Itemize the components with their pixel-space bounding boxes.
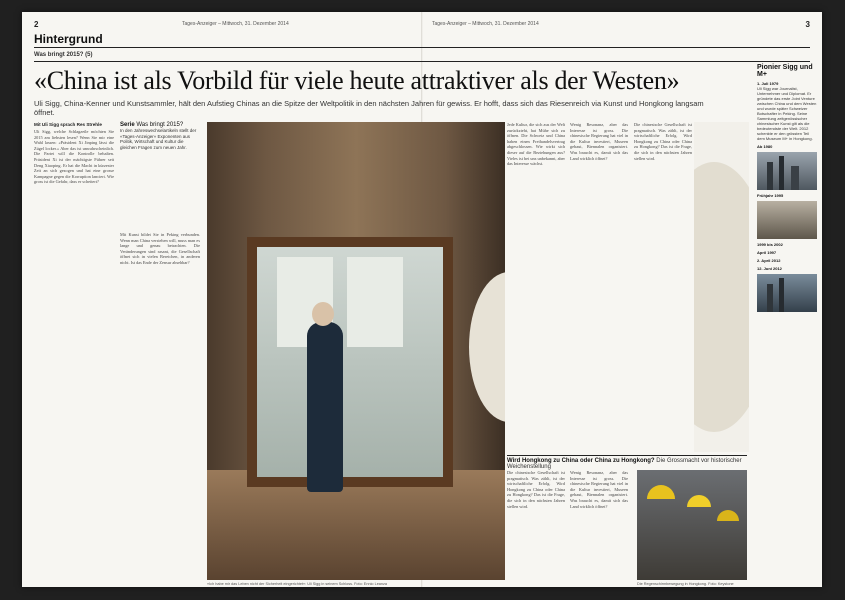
umbrella [687, 495, 711, 507]
umbrella [717, 510, 739, 521]
tower [779, 278, 784, 312]
kicker [34, 52, 92, 58]
sidebar-date: April 1997 [757, 250, 777, 255]
column-1-text: Uli Sigg, welche Schlagzeile möchten Sie 2015 am liebsten lesen? Wenn Sie mir eine Wahl lassen: «Präsident Xi Jinping lässt die Zügel locker.» Aber das ist unwahrscheinlich. Die Partei will die Kontrolle behalten. Präsident Xi ist der mächtigste Führer seit Deng Xiaoping. Er hat die Macht in kürzester Zeit an sich gezogen und hat eine grosse Kampagne gegen die Korruption lanciert. Wie gross ist die Gefahr, dass er scheitert? [34, 129, 114, 185]
masthead-right: Tages-Anzeiger – Mittwoch, 31. Dezember 2014 [432, 21, 539, 27]
kicker-text: Was bringt 2015? (5) [34, 52, 93, 58]
column-4-text: Jede Kultur, die sich aus der Welt zurückzieht, hat Mühe sich zu öffnen. Die Schweiz und China haben einen Freihandelsvertrag abgeschlossen. Wie wirkt sich dieser auf die Beziehungen aus? Vieles ist bei uns unbekannt, aber das Interesse wächst. [507, 122, 565, 167]
text-column-2 [120, 232, 200, 577]
headline: «China ist als Vorbild für viele heute attraktiver als der Westen» [34, 66, 680, 95]
sidebar-date: 12. Juni 2012 [757, 266, 782, 271]
section-rule [34, 47, 810, 48]
sidebar-chronology [757, 64, 817, 315]
main-photo [207, 122, 505, 580]
sidebar-date: Ab 1980 [757, 144, 773, 149]
sidebar-date: 1999 bis 2002 [757, 242, 783, 247]
box-column-2 [570, 470, 628, 578]
lead-paragraph: Uli Sigg, China-Kenner und Kunstsammler, hält den Aufstieg Chinas an die Spitze der Weltpolitik in den nächsten Jahren für gewiss. Er hofft, dass sich das Riesenreich via Kunst und Hongkong langsam öffnet. [34, 99, 704, 117]
column-2-text: Mit Kunst bildet Sie in Peking verbunden. Wenn man China verstehen will, muss man es lange und genau betrachten. Die Veränderungen sind rasant, die Gesellschaft öffnet sich in vielen Bereichen, in anderen nicht. Ist das Ende der Zensur absehbar? [120, 232, 200, 265]
umbrella [647, 485, 675, 499]
section-title: Hintergrund [34, 32, 103, 46]
window-pane [347, 257, 403, 347]
column-6-text: Die chinesische Gesellschaft ist pragmatisch. Was zählt, ist der wirtschaftliche Erfolg. Wird Hongkong zu China oder China zu Hongkong? Das ist die Frage, die sich in den nächsten Jahren stellen wird. [634, 122, 692, 161]
museum-thumbnail [757, 274, 817, 312]
text-column-1 [34, 122, 114, 577]
tower [791, 166, 799, 190]
photo-caption: «Ich habe mir das Leben nicht der Sicherheit eingerichtet»: Uli Sigg in seinem Schloss. Foto: Ennio Leanza [207, 582, 388, 586]
portrait-figure [307, 322, 343, 492]
kicker-rule [34, 61, 810, 62]
sidebar-date: Frühjahr 1995 [757, 193, 784, 198]
text-column-6 [634, 122, 692, 452]
series-box [120, 122, 200, 150]
masthead-left: Tages-Anzeiger – Mittwoch, 31. Dezember 2014 [182, 21, 289, 27]
text-column-5 [570, 122, 628, 452]
box-headline-rest: Die Grossmacht vor historischer Weichenstellung [507, 458, 742, 470]
artwork-disc [694, 162, 749, 432]
box-headline-bold: Wird Hongkong zu China oder China zu Hongkong? [507, 458, 655, 464]
artwork-photo [694, 122, 749, 452]
text-column-4 [507, 122, 565, 452]
skyline-thumbnail [757, 152, 817, 190]
box-column-1 [507, 470, 565, 578]
box-headline [507, 455, 747, 470]
umbrella-photo [637, 470, 747, 580]
sidebar-text: Uli Sigg war Journalist, Unternehmer und Diplomat. Er gründete das erste Joint Venture zwischen China und dem Westen und wurde später Schweizer Botschafter in Peking. Seine Sammlung zeitgenössischer chinesischer Kunst gilt als die bedeutendste der Welt. 2012 schenkte er den grössten Teil dem Museum M+ in Hongkong. [757, 86, 817, 141]
umbrella-caption: Die Regenschirmbewegung in Hongkong. Foto: Keystone [637, 582, 734, 586]
box-column-2-text: Wenig Resonanz, aber das Interesse ist gross. Die chinesische Regierung hat viel in die Kultur investiert, Museen gebaut, Biennalen organisiert. Was braucht es, damit sich das Land wirklich öffnet? [570, 470, 628, 509]
box-column-1-text: Die chinesische Gesellschaft ist pragmatisch. Was zählt, ist der wirtschaftliche Erfolg. Wird Hongkong zu China oder China zu Hongkong? Das ist die Frage, die sich in den nächsten Jahren stellen wird. [507, 470, 565, 509]
series-subtitle: Was bringt 2015? [136, 122, 184, 128]
series-label: Serie [120, 122, 135, 128]
tower [767, 284, 773, 312]
page-number-left: 2 [34, 20, 39, 29]
sidebar-date: 2. April 2012 [757, 258, 781, 263]
byline: Mit Uli Sigg sprach Res Strehle [34, 122, 102, 127]
artwork-circle [469, 272, 505, 422]
series-text: In den Jahreswechselartikeln stellt der «Tages-Anzeiger» Exponenten aus Politik, Wirtschaft und Kultur die gleichen Fragen zum neuen Jahr. [120, 128, 197, 150]
sidebar-date: 1. Juli 1979 [757, 81, 779, 86]
portrait-head [312, 302, 334, 326]
collection-thumbnail [757, 201, 817, 239]
newspaper-spread [22, 12, 822, 587]
column-5-text: Wenig Resonanz, aber das Interesse ist gross. Die chinesische Regierung hat viel in die Kultur investiert, Museen gebaut, Biennalen organisiert. Was braucht es, damit sich das Land wirklich öffnet? [570, 122, 628, 161]
sidebar-title: Pionier Sigg und M+ [757, 64, 813, 78]
page-number-right: 3 [805, 20, 810, 29]
tower [767, 162, 773, 190]
tower [779, 156, 784, 190]
